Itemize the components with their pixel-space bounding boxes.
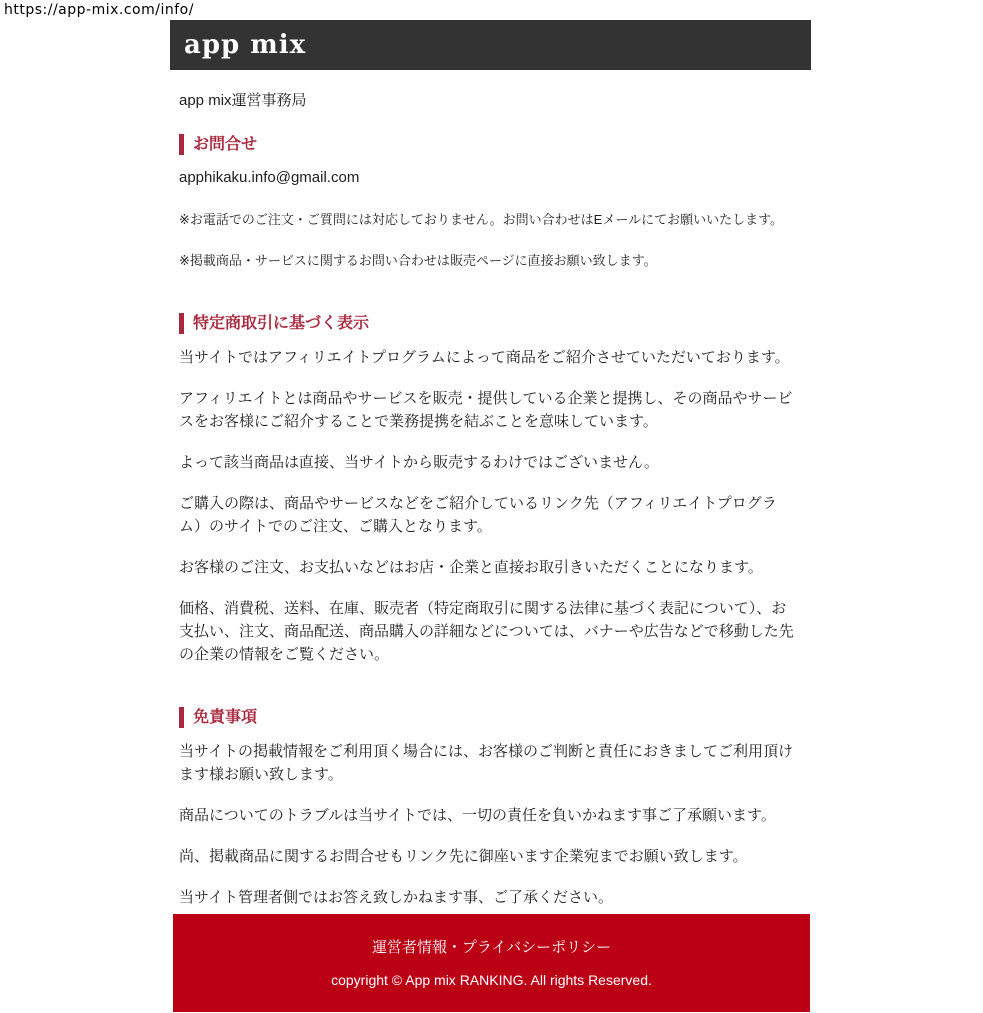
contact-heading: お問合せ — [179, 134, 811, 155]
site-logo: app mix — [184, 30, 307, 60]
disclaimer-heading: 免責事項 — [179, 707, 811, 728]
main-content — [170, 20, 811, 909]
site-header — [170, 20, 811, 70]
contact-note: ※掲載商品・サービスに関するお問い合わせは販売ページに直接お願い致します。 — [179, 253, 657, 268]
paragraph: 当サイトではアフィリエイトプログラムによって商品をご紹介させていただいております。 — [179, 349, 790, 366]
browser-url-text: https://app-mix.com/info/ — [4, 2, 194, 18]
paragraph: お客様のご注文、お支払いなどはお店・企業と直接お取引きいただくことになります。 — [179, 559, 763, 576]
commercial-law-heading: 特定商取引に基づく表示 — [179, 313, 811, 334]
paragraph: アフィリエイトとは商品やサービスを販売・提供している企業と提携し、その商品やサービスをお客様にご紹介することで業務提携を結ぶことを意味しています。 — [179, 390, 793, 430]
section-disclaimer — [170, 707, 811, 909]
section-contact — [170, 134, 811, 269]
paragraph: 価格、消費税、送料、在庫、販売者（特定商取引に関する法律に基づく表記について）、お支払い、注文、商品配送、商品購入の詳細などについては、バナーや広告などで移動した先の企業の情報をご覧ください。 — [179, 600, 794, 663]
contact-email: apphikaku.info@gmail.com — [179, 169, 360, 186]
paragraph: よって該当商品は直接、当サイトから販売するわけではございません。 — [179, 454, 659, 471]
paragraph: ご購入の際は、商品やサービスなどをご紹介しているリンク先（アフィリエイトプログラム）のサイトでのご注文、ご購入となります。 — [179, 495, 777, 535]
section-commercial-law — [170, 313, 811, 666]
privacy-policy-link[interactable]: 運営者情報・プライバシーポリシー — [371, 939, 612, 956]
paragraph: 商品についてのトラブルは当サイトでは、一切の責任を負いかねます事ご了承願います。 — [179, 807, 776, 824]
site-footer — [173, 914, 810, 1012]
copyright-text: copyright © App mix RANKING. All rights Reserved. — [331, 972, 652, 988]
operator-name: app mix運営事務局 — [179, 92, 307, 109]
paragraph: 当サイト管理者側ではお答え致しかねます事、ご了承ください。 — [179, 889, 613, 906]
paragraph: 当サイトの掲載情報をご利用頂く場合には、お客様のご判断と責任におきましてご利用頂けます様お願い致します。 — [179, 743, 793, 783]
contact-note: ※お電話でのご注文・ご質問には対応しておりません。お問い合わせはEメールにてお願いいたします。 — [179, 212, 784, 227]
paragraph: 尚、掲載商品に関するお問合せもリンク先に御座います企業宛までお願い致します。 — [179, 848, 748, 865]
